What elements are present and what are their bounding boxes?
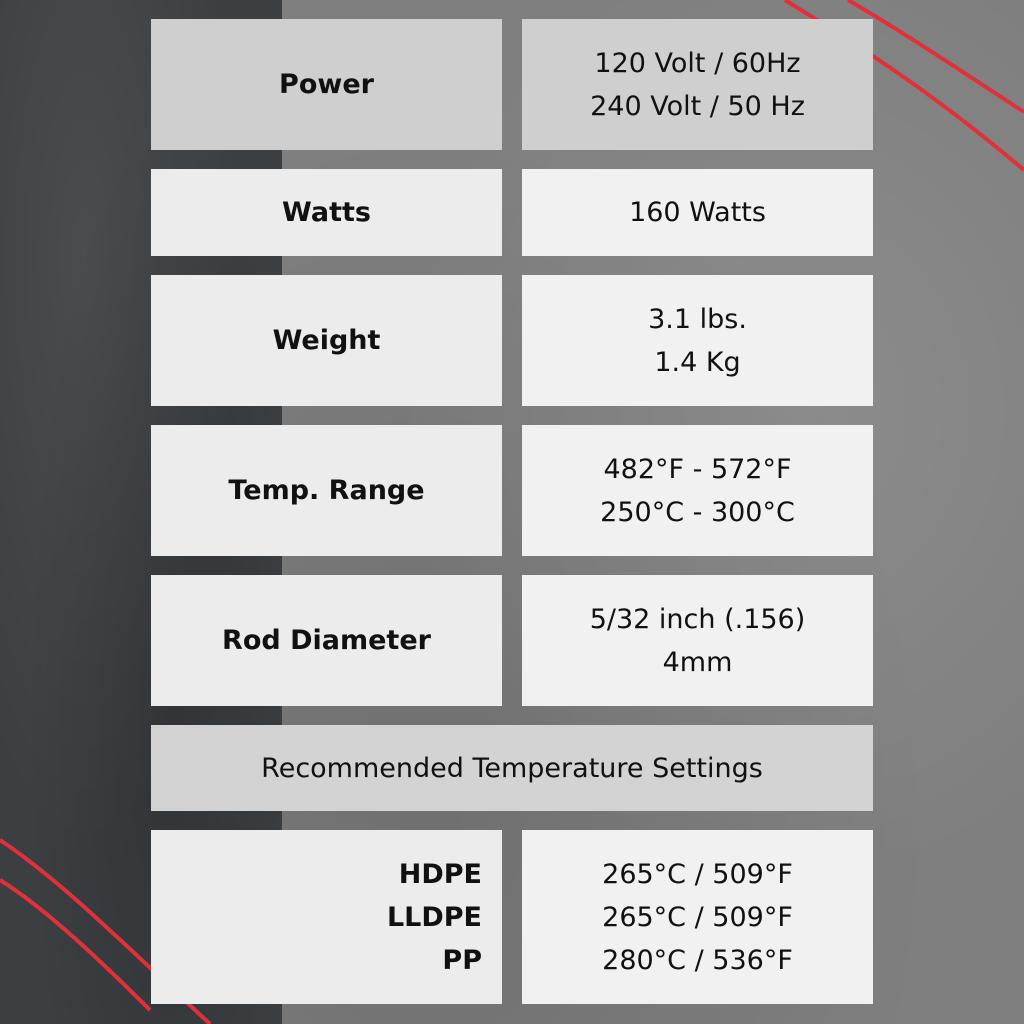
spec-value-line: 250°C - 300°C [600,496,795,528]
spec-value-line: 3.1 lbs. [648,303,747,335]
spec-label-temp-range: Temp. Range [151,425,502,556]
material-label-hdpe: HDPE [398,858,482,890]
spec-value-temp-range [522,425,873,556]
spec-label-watts: Watts [151,169,502,256]
material-temp-hdpe: 265°C / 509°F [602,858,793,890]
spec-value-weight [522,275,873,406]
spec-value-line: 1.4 Kg [654,346,741,378]
material-temp-lldpe: 265°C / 509°F [602,901,793,933]
spec-value-power [522,19,873,150]
spec-label-weight: Weight [151,275,502,406]
material-temp-pp: 280°C / 536°F [602,944,793,976]
spec-label-power: Power [151,19,502,150]
recommended-temperatures [522,830,873,1004]
spec-label-rod-diameter: Rod Diameter [151,575,502,706]
spec-value-watts [522,169,873,256]
spec-value-line: 5/32 inch (.156) [589,603,806,635]
spec-value-line: 4mm [662,646,733,678]
spec-value-line: 482°F - 572°F [603,453,792,485]
recommended-materials [151,830,502,1004]
spec-value-rod-diameter [522,575,873,706]
spec-value-line: 160 Watts [629,197,766,228]
spec-value-line: 120 Volt / 60Hz [594,47,801,79]
recommended-settings-header: Recommended Temperature Settings [151,725,873,811]
spec-value-line: 240 Volt / 50 Hz [590,90,805,122]
material-label-lldpe: LLDPE [386,901,482,933]
material-label-pp: PP [442,944,482,976]
